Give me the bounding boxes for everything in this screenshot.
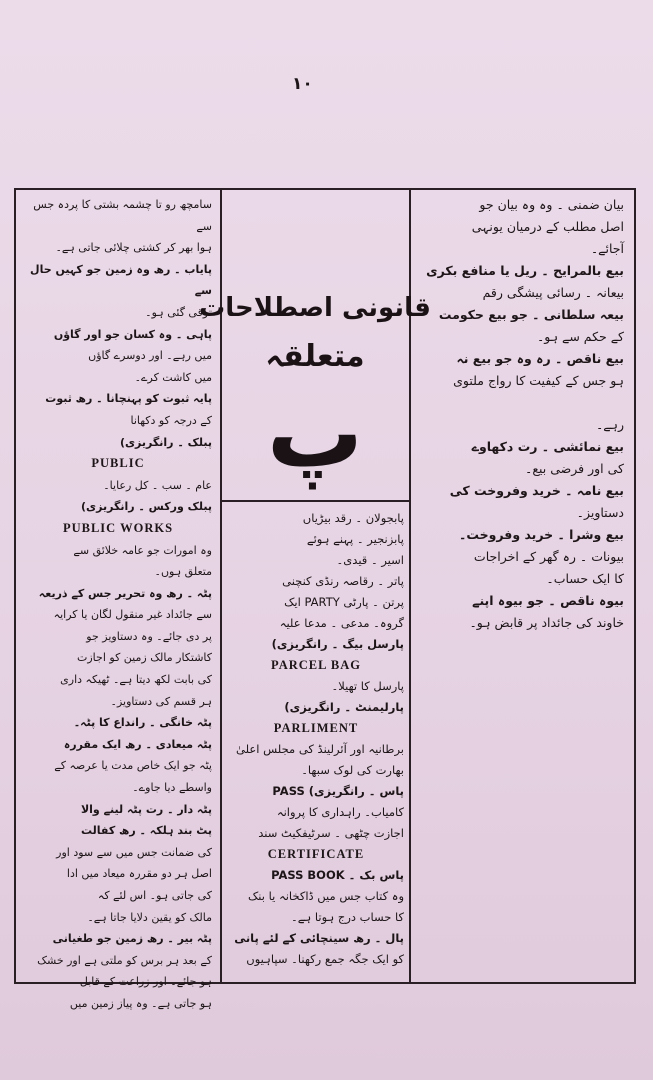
entry-headword-line: بیع ناقص ۔ رہ وہ جو بیع نہ bbox=[456, 351, 624, 366]
entry-text-line: ہو جائے۔ اور زراعت کے قابل bbox=[79, 975, 212, 989]
entry-text-line: پرتن ۔ پارٹی PARTY ایک bbox=[284, 595, 404, 609]
entry-text-line: کامیاب۔ راہداری کا پروانہ bbox=[276, 805, 404, 819]
entry-headword-line: پٹہ بیر ۔ رھ زمین جو طغیانی bbox=[52, 932, 212, 946]
entry-text-line: کو ایک جگہ جمع رکھنا۔ سپاہیوں bbox=[246, 952, 404, 966]
entry-headword-line: بیع نامہ ۔ خرید وفروخت کی bbox=[449, 483, 624, 498]
entry-text-line: پر دی جائے۔ وہ دستاویز جو bbox=[86, 629, 212, 643]
entry-text-line: ترقی گئی ہو۔ bbox=[145, 305, 212, 319]
entry-text-line: میں کاشت کرے۔ bbox=[134, 370, 212, 384]
left-column bbox=[18, 194, 218, 1010]
entry-headword-line: پایہ ثبوت کو پہنچانا ۔ رھ ثبوت bbox=[45, 392, 212, 406]
english-term: PARLIMENT bbox=[273, 721, 359, 735]
title-divider bbox=[220, 500, 411, 502]
entry-text-line: کی اور فرضی بیع۔ bbox=[525, 461, 624, 476]
right-column bbox=[414, 194, 630, 814]
entry-text-line: میں رہے۔ اور دوسرے گاؤں bbox=[88, 349, 212, 363]
entry-text-line: بیان ضمنی ۔ وہ وہ بیان جو bbox=[479, 197, 624, 212]
entry-text-line: کی بابت لکھ دیتا ہے۔ ٹھیکہ داری bbox=[60, 673, 212, 687]
entry-text-line: ہوا بھر کر کشتی چلائی جاتی ہے۔ bbox=[55, 241, 212, 255]
entry-text-line: وہ امورات جو عامہ خلائق سے bbox=[73, 543, 212, 557]
entry-text-line: وہ کتاب جس میں ڈاکخانہ یا بنک bbox=[248, 889, 404, 903]
entry-headword-line: پارسل بیگ ۔ رانگریزی) bbox=[271, 637, 404, 651]
page-title bbox=[199, 196, 431, 496]
entry-text-line: بیعانہ ۔ رسائی پیشگی رقم bbox=[482, 285, 624, 300]
entry-headword-line: پارلیمنٹ ۔ رانگریزی) bbox=[284, 700, 404, 714]
english-term: PARCEL BAG bbox=[271, 658, 361, 672]
entry-text-line: پٹہ جو ایک خاص مدت یا عرصہ کے bbox=[54, 759, 212, 773]
entry-text-line: پابزنجیر ۔ پہنے ہوئے bbox=[306, 532, 404, 546]
entry-text-line: پاتر ۔ رقاصہ رنڈی کنچنی bbox=[282, 574, 404, 588]
entry-text-line: متعلق ہوں۔ bbox=[154, 565, 212, 579]
entry-text-line: کا حساب درج ہوتا ہے۔ bbox=[291, 910, 404, 924]
entry-text-line: کا ایک حساب۔ bbox=[546, 571, 624, 586]
entry-text-line: بیونات ۔ رہ گھر کے اخراجات bbox=[473, 549, 624, 564]
entry-text-line: کے حکم سے ہو۔ bbox=[536, 329, 624, 344]
english-term: PUBLIC WORKS bbox=[62, 520, 174, 535]
entry-text-line: سے جائداد غیر منقول لگان یا کرایہ bbox=[53, 608, 212, 622]
entry-headword-line: پاہی ۔ وہ کسان جو اور گاؤں bbox=[53, 327, 212, 341]
entry-headword-line: پایاب ۔ رھ وہ زمین جو کہیں حال سے bbox=[30, 262, 212, 298]
entry-text-line: پابجولان ۔ رقد بیڑیاں bbox=[302, 511, 404, 525]
entry-text-line: بھارت کی لوک سبھا۔ bbox=[301, 763, 404, 777]
entry-headword-line: پٹہ ۔ رھ وہ تحریر جس کے ذریعہ bbox=[38, 586, 212, 600]
entry-text-line: واسطے دیا جاوے۔ bbox=[132, 781, 212, 795]
entry-headword-line: پٹہ خانگی ۔ رانداع کا پٹہ۔ bbox=[73, 716, 212, 730]
entry-headword-line: پٹہ میعادی ۔ رھ ایک مقررہ bbox=[63, 737, 212, 751]
title-graphic bbox=[199, 196, 431, 496]
entry-text-line: دستاویز۔ bbox=[576, 505, 624, 520]
entry-text-line: اصل ہر دو مقررہ میعاد میں ادا bbox=[66, 867, 212, 881]
entry-headword-line: پبلک ورکس ۔ رانگریزی) bbox=[81, 500, 212, 514]
entry-text-line bbox=[420, 392, 624, 414]
entry-text-line: برطانیہ اور آئرلینڈ کی مجلس اعلیٰ bbox=[236, 742, 404, 756]
page-number: ۱۰ bbox=[292, 74, 313, 94]
entry-headword-line: پٹہ دار ۔ رت پٹہ لینے والا bbox=[80, 802, 212, 816]
entry-headword-line: بیعہ سلطانی ۔ جو بیع حکومت bbox=[438, 307, 624, 322]
entry-text-line: آجائے۔ bbox=[590, 241, 624, 256]
entry-headword-line: بیع نمائشی ۔ رت دکھاوے bbox=[471, 439, 624, 454]
entry-text-line: اسیر ۔ قیدی۔ bbox=[336, 553, 404, 567]
entry-text-line: ہو جاتی ہے۔ وہ پیاز زمین میں bbox=[69, 996, 212, 1010]
entry-headword-line: بیوہ ناقص ۔ جو بیوہ اپنے bbox=[472, 593, 624, 608]
entry-text-line: رہے۔ bbox=[595, 417, 624, 432]
english-term: PUBLIC bbox=[91, 456, 145, 471]
entry-text-line: اصل مطلب کے درمیان یونہی bbox=[471, 219, 624, 234]
entry-text-line: کاشتکار مالک زمین کو اجازت bbox=[77, 651, 212, 665]
english-term: CERTIFICATE bbox=[267, 847, 365, 861]
entry-headword-line: پٹ بند ہلکہ ۔ رھ کفالت bbox=[81, 824, 212, 838]
entry-headword-line: پبلک ۔ رانگریزی) bbox=[119, 435, 212, 449]
entry-text-line: مالک کو یقین دلایا جاتا ہے۔ bbox=[87, 910, 212, 924]
entry-text-line: کے درجہ کو دکھانا bbox=[130, 413, 212, 427]
entry-headword-line: پال ۔ رھ سینچائی کے لئے پانی bbox=[234, 931, 404, 945]
entry-text-line: پارسل کا تھیلا۔ bbox=[331, 679, 404, 693]
middle-column bbox=[224, 508, 408, 980]
entry-text-line: کی ضمانت جس میں سے سود اور bbox=[56, 845, 212, 859]
entry-headword-line: پاس بک ۔ PASS BOOK bbox=[271, 868, 404, 882]
entry-text-line: اجازت چٹھی ۔ سرٹیفکیٹ سند bbox=[258, 826, 404, 840]
entry-text-line: سامچھ رو تا چشمہ بشتی کا پردہ جس سے bbox=[33, 198, 212, 233]
entry-headword-line: پاس ۔ رانگریزی) PASS bbox=[272, 784, 404, 798]
title-letter: پ bbox=[266, 377, 364, 489]
entry-text-line: کے بعد ہر برس کو ملتی ہے اور خشک bbox=[37, 953, 212, 967]
entry-text-line: خاوند کی جائداد پر قابض ہو۔ bbox=[469, 615, 624, 630]
entry-headword-line: بیع بالمرایح ۔ ریل یا منافع بکری bbox=[426, 263, 624, 278]
entry-text-line: کی جاتی ہو۔ اس لئے کہ bbox=[97, 889, 212, 902]
entry-headword-line: بیع وشرا ۔ خرید وفروخت۔ bbox=[459, 527, 624, 542]
title-line-2: متعلقہ bbox=[265, 339, 365, 374]
title-line-1: قانونی اصطلاحات bbox=[199, 293, 431, 323]
entry-text-line: عام ۔ سب ۔ کل رعایا۔ bbox=[103, 478, 212, 492]
entry-text-line: گروہ۔ مدعی ۔ مدعا علیہ bbox=[279, 616, 404, 630]
entry-text-line: ہر قسم کی دستاویز۔ bbox=[110, 694, 212, 708]
entry-text-line: ہو جس کے کیفیت کا رواج ملتوی bbox=[453, 373, 624, 388]
